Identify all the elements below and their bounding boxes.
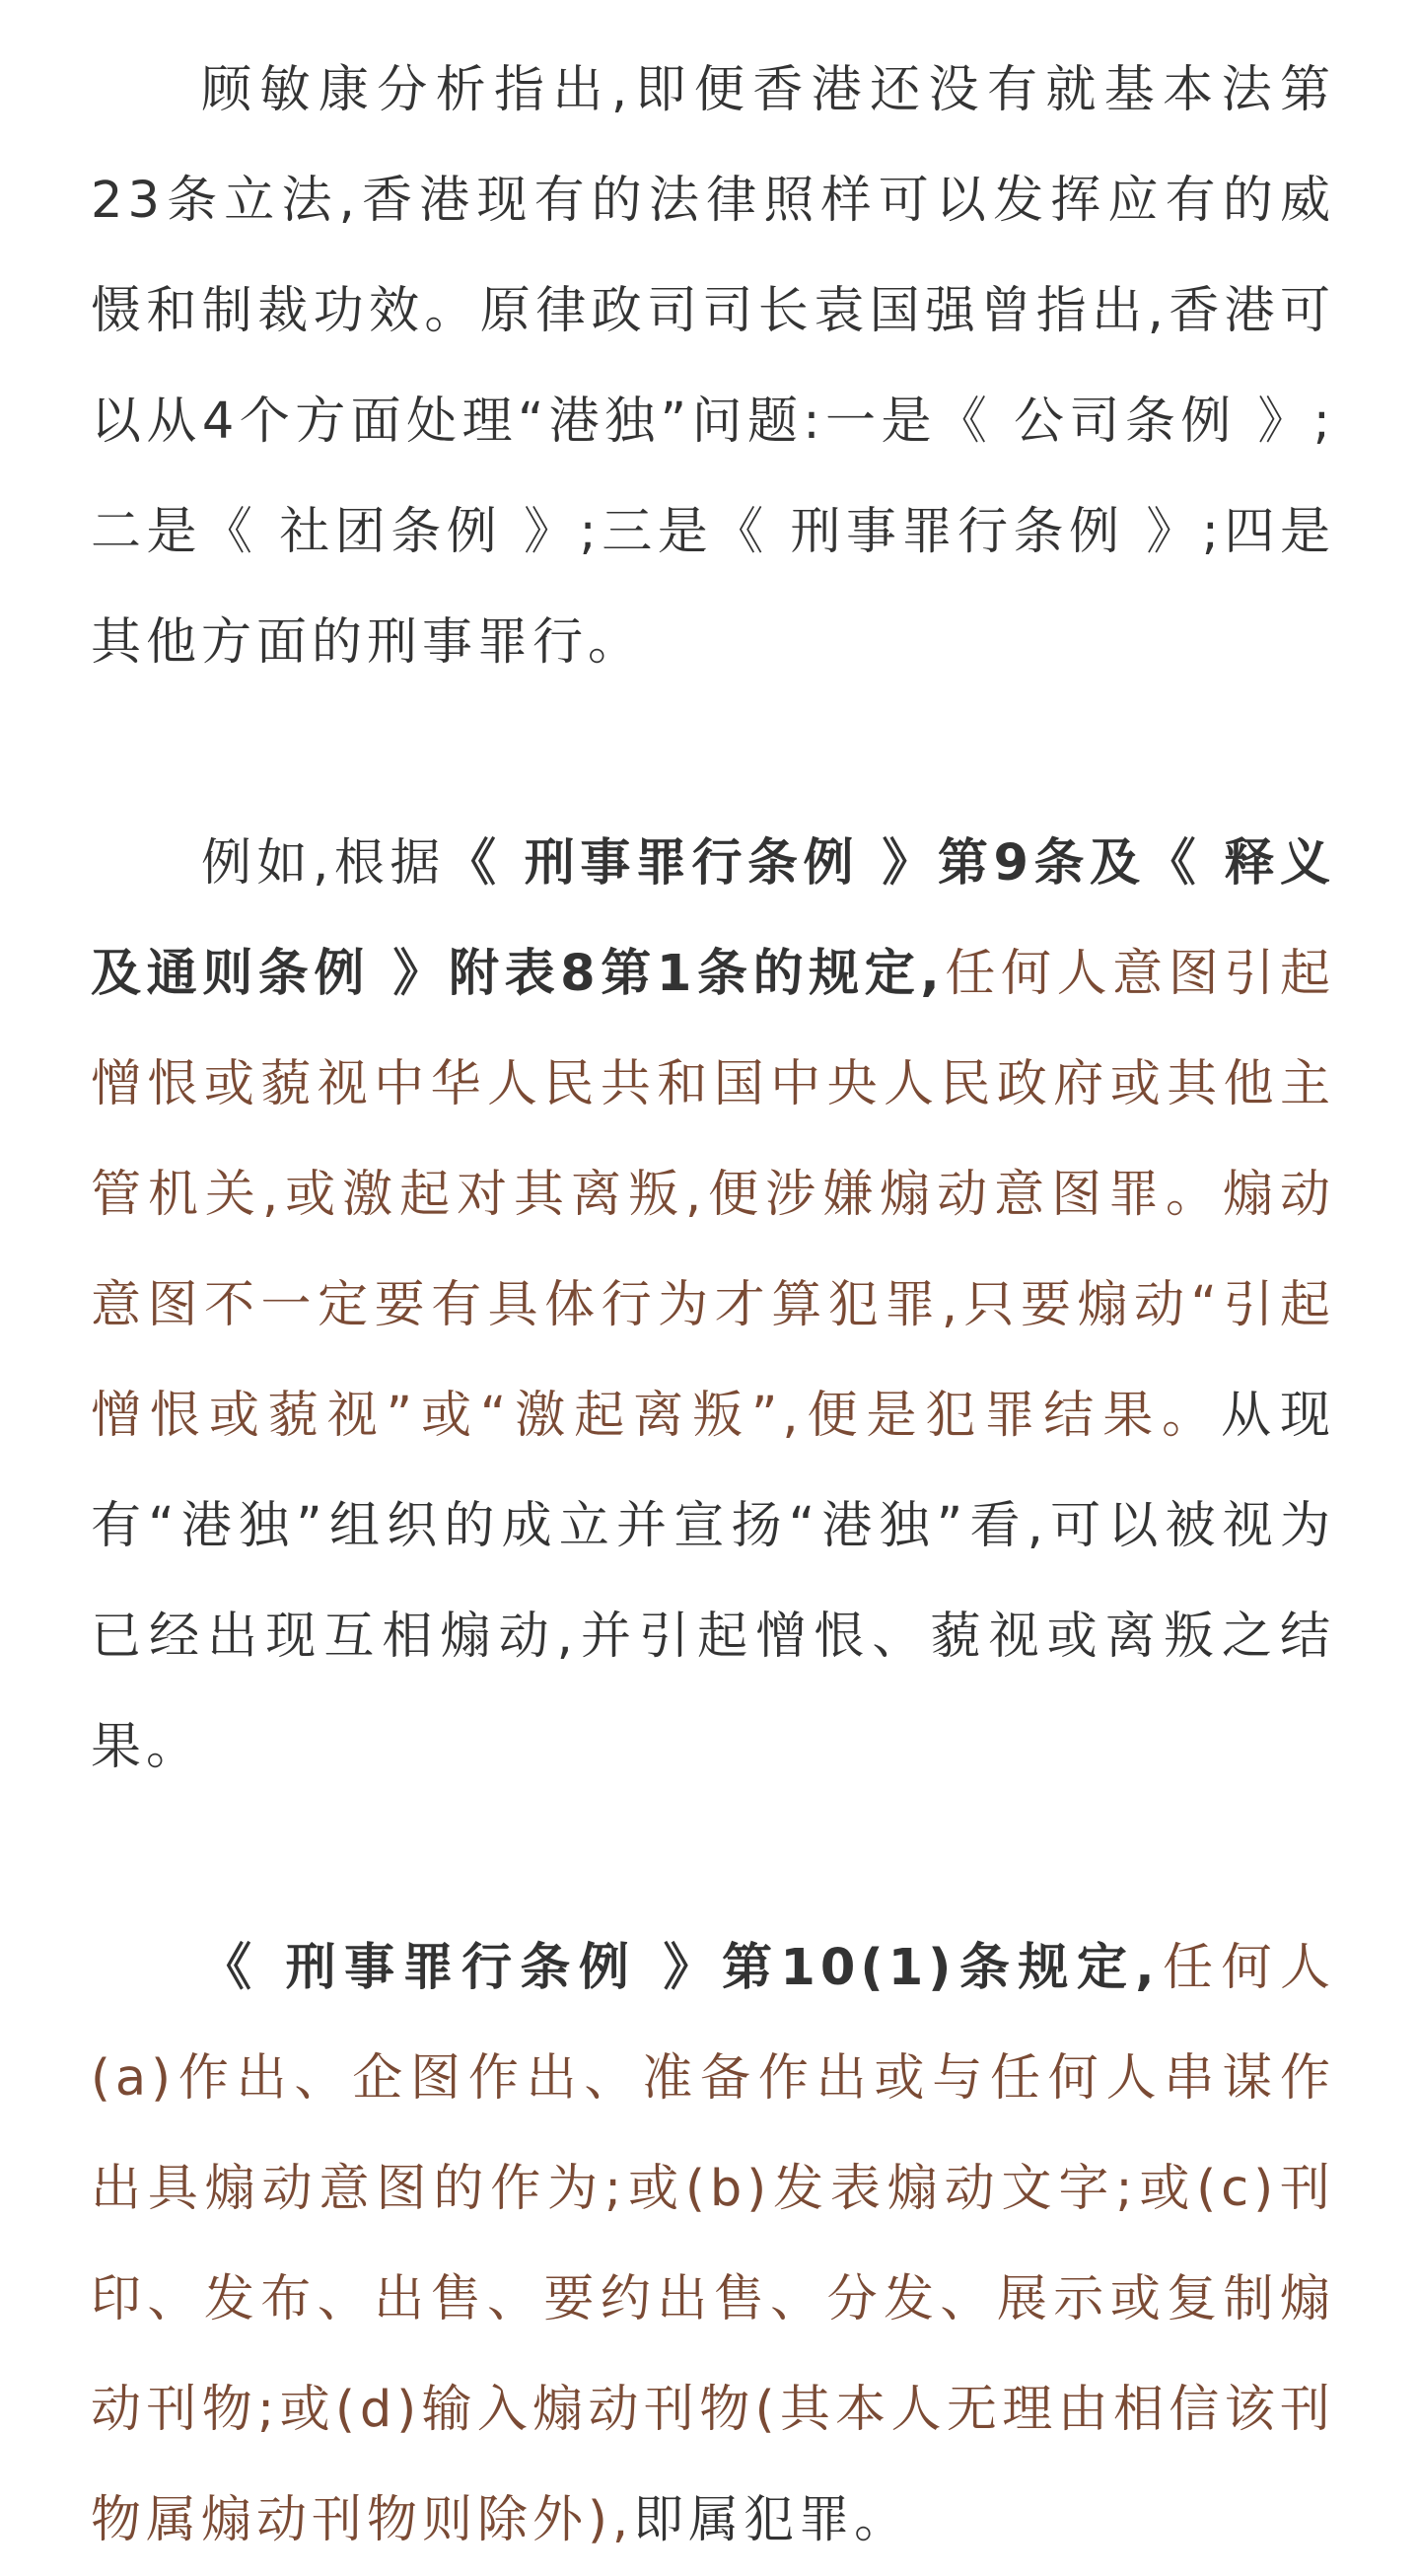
- paragraph-section-10: [91, 1913, 1335, 2576]
- paragraph-2-highlighted-clause: 任何人意图引起憎恨或藐视中华人民共和国中央人民政府或其他主管机关,或激起对其离叛,便涉嫌煽动意图罪。煽动意图不一定要有具体行为才算犯罪,只要煽动“引起憎恨或藐视”或“激起离叛”,便是犯罪结果。: [91, 945, 1335, 1445]
- paragraph-1-text: 顾敏康分析指出,即便香港还没有就基本法第23条立法,香港现有的法律照样可以发挥应有的威慑和制裁功效。原律政司司长袁国强曾指出,香港可以从4个方面处理“港独”问题:一是《 公司条例 》;二是《 社团条例 》;三是《 刑事罪行条例 》;四是其他方面的刑事罪行。: [91, 61, 1335, 672]
- paragraph-2-intro: 例如,根据: [201, 834, 446, 893]
- article-body: [91, 36, 1335, 2576]
- paragraph-2-conclusion: 从现有“港独”组织的成立并宣扬“港独”看,可以被视为已经出现互相煽动,并引起憎恨、藐视或离叛之结果。: [91, 1387, 1335, 1776]
- paragraph-analysis: [91, 36, 1335, 698]
- paragraph-3-law-reference: 《 刑事罪行条例 》第10(1)条规定,: [201, 1939, 1160, 1997]
- paragraph-3-highlighted-clause: 任何人(a)作出、企图作出、准备作出或与任何人串谋作出具煽动意图的作为;或(b)发表煽动文字;或(c)刊印、发布、出售、要约出售、分发、展示或复制煽动刊物;或(d)输入煽动刊物(其本人无理由相信该刊物属煽动刊物则除外),: [91, 1939, 1335, 2549]
- paragraph-sedition-intent: [91, 809, 1335, 1803]
- paragraph-2-law-reference: 《 刑事罪行条例 》第9条及《 释义及通则条例 》附表8第1条的规定,: [91, 834, 1335, 1003]
- paragraph-3-conclusion: 即属犯罪。: [633, 2491, 910, 2549]
